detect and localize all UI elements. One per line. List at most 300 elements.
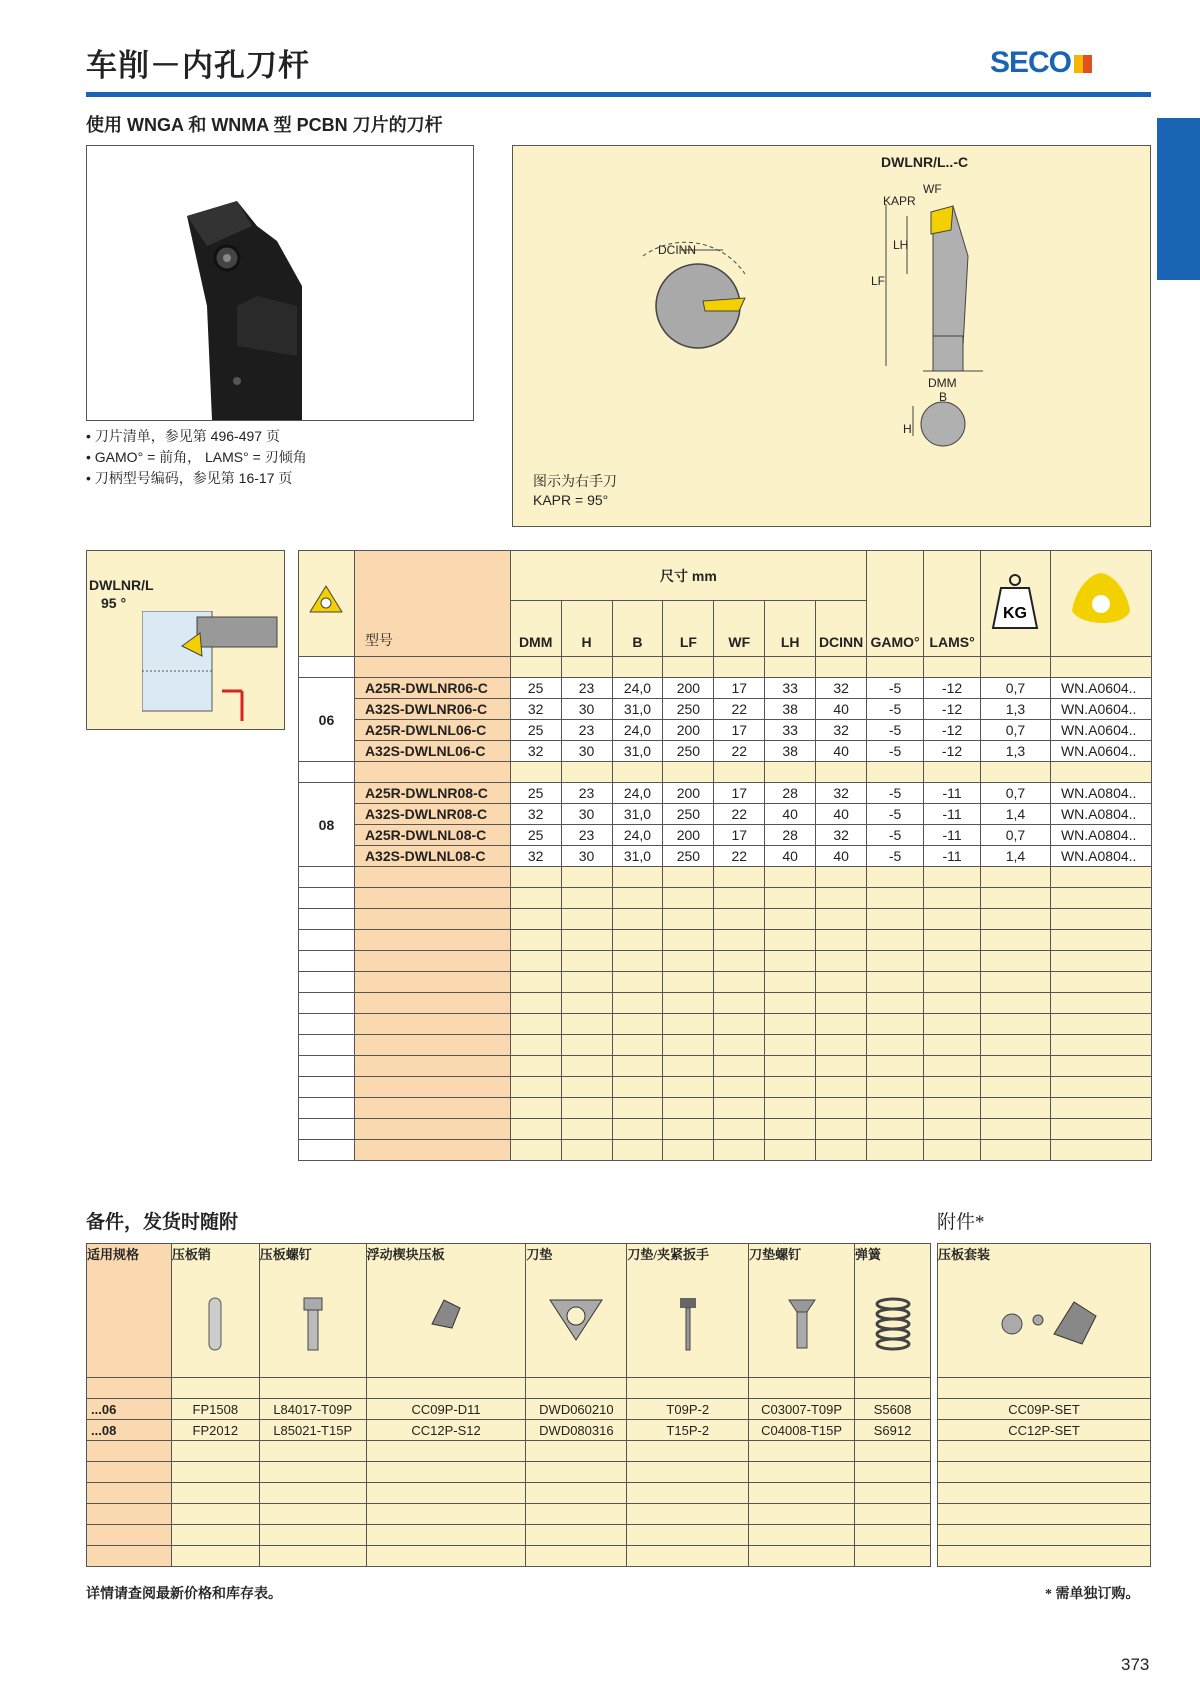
- value-cell: 25: [510, 783, 561, 804]
- diagram-caption: 图示为右手刀: [533, 475, 617, 490]
- value-cell: 40: [816, 741, 867, 762]
- value-cell: -5: [867, 825, 924, 846]
- empty-cell: [299, 867, 355, 888]
- value-cell: 28: [765, 783, 816, 804]
- empty-cell: [981, 1140, 1051, 1161]
- empty-cell: [765, 951, 816, 972]
- empty-cell: [816, 1119, 867, 1140]
- value-cell: 30: [561, 741, 612, 762]
- col-dmm: DMM: [510, 601, 561, 657]
- seco-logo: [990, 46, 1092, 80]
- empty-cell: [171, 1504, 259, 1525]
- empty-cell: [663, 1098, 714, 1119]
- value-cell: 30: [561, 804, 612, 825]
- empty-cell: [714, 1035, 765, 1056]
- empty-cell: [299, 1014, 355, 1035]
- value-cell: -12: [924, 720, 981, 741]
- empty-cell: [354, 951, 510, 972]
- col-gamo: GAMO°: [867, 551, 924, 657]
- spacer-row: [938, 1462, 1151, 1483]
- value-cell: 30: [561, 846, 612, 867]
- clamp-set-icon: [938, 1294, 1150, 1358]
- value-cell: -12: [924, 699, 981, 720]
- spacer-row: [299, 888, 1152, 909]
- part-cell: CC09P-SET: [938, 1399, 1151, 1420]
- empty-cell: [612, 1056, 663, 1077]
- empty-cell: [526, 1462, 627, 1483]
- empty-cell: [924, 1140, 981, 1161]
- value-cell: -5: [867, 720, 924, 741]
- empty-cell: [354, 1119, 510, 1140]
- col-lh: LH: [765, 601, 816, 657]
- empty-cell: [924, 1035, 981, 1056]
- value-cell: 40: [765, 804, 816, 825]
- empty-cell: [510, 867, 561, 888]
- empty-cell: [816, 1014, 867, 1035]
- empty-cell: [924, 867, 981, 888]
- empty-cell: [354, 993, 510, 1014]
- empty-cell: [663, 951, 714, 972]
- empty-cell: [259, 1462, 366, 1483]
- empty-cell: [867, 1098, 924, 1119]
- empty-cell: [561, 909, 612, 930]
- value-cell: 24,0: [612, 678, 663, 699]
- empty-cell: [510, 657, 561, 678]
- empty-cell: [867, 657, 924, 678]
- empty-cell: [366, 1504, 526, 1525]
- empty-cell: [561, 657, 612, 678]
- empty-cell: [299, 1035, 355, 1056]
- empty-cell: [259, 1441, 366, 1462]
- empty-cell: [510, 1056, 561, 1077]
- empty-cell: [981, 951, 1051, 972]
- empty-cell: [924, 972, 981, 993]
- spacer-row: [299, 972, 1152, 993]
- diagram-kapr: KAPR = 95°: [533, 492, 609, 508]
- table-row: [299, 846, 1152, 867]
- empty-cell: [354, 1035, 510, 1056]
- part-cell: CC12P-SET: [938, 1420, 1151, 1441]
- empty-cell: [855, 1441, 931, 1462]
- empty-cell: [765, 867, 816, 888]
- empty-cell: [981, 1056, 1051, 1077]
- empty-cell: [714, 1098, 765, 1119]
- empty-cell: [299, 1077, 355, 1098]
- footer-note: 详情请查阅最新价格和库存表。: [86, 1587, 282, 1602]
- empty-cell: [171, 1462, 259, 1483]
- empty-cell: [924, 762, 981, 783]
- empty-cell: [663, 762, 714, 783]
- empty-cell: [612, 951, 663, 972]
- empty-cell: [855, 1483, 931, 1504]
- empty-cell: [299, 1119, 355, 1140]
- model-cell: A32S-DWLNR08-C: [354, 804, 510, 825]
- value-cell: 24,0: [612, 783, 663, 804]
- empty-cell: [816, 951, 867, 972]
- empty-cell: [561, 1098, 612, 1119]
- value-cell: WN.A0804..: [1050, 783, 1151, 804]
- value-cell: 23: [561, 783, 612, 804]
- spacer-row: [299, 930, 1152, 951]
- spacer-row: [938, 1378, 1151, 1399]
- empty-cell: [749, 1525, 855, 1546]
- empty-cell: [855, 1504, 931, 1525]
- empty-cell: [816, 993, 867, 1014]
- empty-cell: [663, 972, 714, 993]
- value-cell: 33: [765, 720, 816, 741]
- spares-row: [938, 1420, 1151, 1441]
- value-cell: 0,7: [981, 720, 1051, 741]
- empty-cell: [299, 657, 355, 678]
- empty-cell: [171, 1441, 259, 1462]
- empty-cell: [299, 1140, 355, 1161]
- empty-cell: [816, 1140, 867, 1161]
- empty-cell: [354, 1098, 510, 1119]
- value-cell: -11: [924, 825, 981, 846]
- empty-cell: [714, 909, 765, 930]
- empty-cell: [1050, 993, 1151, 1014]
- empty-cell: [663, 930, 714, 951]
- empty-cell: [765, 888, 816, 909]
- spring-icon: [855, 1294, 930, 1358]
- empty-cell: [816, 1035, 867, 1056]
- empty-cell: [1050, 1140, 1151, 1161]
- empty-cell: [366, 1483, 526, 1504]
- spacer-row: [299, 1098, 1152, 1119]
- empty-cell: [510, 1077, 561, 1098]
- value-cell: 32: [816, 720, 867, 741]
- value-cell: 40: [816, 699, 867, 720]
- value-cell: 24,0: [612, 720, 663, 741]
- empty-cell: [366, 1546, 526, 1567]
- spacer-row: [938, 1525, 1151, 1546]
- value-cell: 200: [663, 678, 714, 699]
- empty-cell: [87, 1483, 172, 1504]
- spares-col-clamp: 浮动楔块压板: [366, 1244, 526, 1378]
- wrench-icon: [627, 1294, 748, 1358]
- empty-cell: [354, 867, 510, 888]
- spacer-row: [299, 1035, 1152, 1056]
- value-cell: 32: [510, 699, 561, 720]
- empty-cell: [1050, 1056, 1151, 1077]
- part-cell: C03007-T09P: [749, 1399, 855, 1420]
- value-cell: 38: [765, 699, 816, 720]
- empty-cell: [612, 1014, 663, 1035]
- empty-cell: [714, 762, 765, 783]
- value-cell: 31,0: [612, 699, 663, 720]
- empty-cell: [87, 1546, 172, 1567]
- label-h: H: [903, 422, 912, 436]
- value-cell: 32: [816, 783, 867, 804]
- empty-cell: [663, 1119, 714, 1140]
- clamp-pin-icon: [172, 1294, 259, 1358]
- empty-cell: [867, 762, 924, 783]
- empty-cell: [299, 1056, 355, 1077]
- diagram-title: DWLNR/L..-C: [881, 154, 969, 170]
- empty-cell: [510, 909, 561, 930]
- value-cell: 22: [714, 804, 765, 825]
- value-cell: 25: [510, 720, 561, 741]
- part-cell: S6912: [855, 1420, 931, 1441]
- empty-cell: [924, 1119, 981, 1140]
- empty-cell: [867, 1056, 924, 1077]
- value-cell: 31,0: [612, 846, 663, 867]
- part-cell: FP2012: [171, 1420, 259, 1441]
- label-b: B: [939, 390, 948, 404]
- value-cell: WN.A0604..: [1050, 741, 1151, 762]
- empty-cell: [510, 762, 561, 783]
- mini-title: DWLNR/L: [89, 577, 154, 593]
- empty-cell: [366, 1441, 526, 1462]
- part-cell: CC09P-D11: [366, 1399, 526, 1420]
- empty-cell: [938, 1378, 1151, 1399]
- value-cell: WN.A0804..: [1050, 846, 1151, 867]
- model-cell: A32S-DWLNL06-C: [354, 741, 510, 762]
- value-cell: WN.A0804..: [1050, 804, 1151, 825]
- empty-cell: [1050, 762, 1151, 783]
- empty-cell: [627, 1504, 749, 1525]
- empty-cell: [765, 930, 816, 951]
- empty-cell: [612, 1119, 663, 1140]
- orientation-schematic: [86, 550, 285, 730]
- weight-icon: [981, 551, 1051, 657]
- empty-cell: [171, 1378, 259, 1399]
- technical-diagram: [512, 145, 1151, 527]
- empty-cell: [299, 951, 355, 972]
- value-cell: WN.A0604..: [1050, 720, 1151, 741]
- empty-cell: [749, 1378, 855, 1399]
- empty-cell: [765, 909, 816, 930]
- value-cell: WN.A0604..: [1050, 678, 1151, 699]
- spacer-row: [87, 1504, 931, 1525]
- value-cell: 32: [510, 846, 561, 867]
- shim-screw-icon: [749, 1294, 854, 1358]
- spares-col-key: 刀垫/夹紧扳手: [627, 1244, 749, 1378]
- empty-cell: [749, 1441, 855, 1462]
- empty-cell: [366, 1378, 526, 1399]
- empty-cell: [924, 1056, 981, 1077]
- value-cell: 1,4: [981, 804, 1051, 825]
- value-cell: 250: [663, 741, 714, 762]
- empty-cell: [714, 1014, 765, 1035]
- value-cell: 22: [714, 741, 765, 762]
- empty-cell: [612, 1077, 663, 1098]
- empty-cell: [663, 1140, 714, 1161]
- empty-cell: [1050, 1035, 1151, 1056]
- value-cell: 32: [510, 741, 561, 762]
- empty-cell: [299, 762, 355, 783]
- empty-cell: [867, 1035, 924, 1056]
- empty-cell: [354, 909, 510, 930]
- spacer-row: [938, 1483, 1151, 1504]
- empty-cell: [663, 1035, 714, 1056]
- empty-cell: [561, 972, 612, 993]
- empty-cell: [816, 888, 867, 909]
- empty-cell: [1050, 1119, 1151, 1140]
- dimension-group-header: 尺寸 mm: [510, 551, 866, 601]
- empty-cell: [612, 867, 663, 888]
- model-cell: A25R-DWLNL08-C: [354, 825, 510, 846]
- weight-label: KG: [1003, 605, 1028, 622]
- size-cell: ...08: [87, 1420, 172, 1441]
- empty-cell: [526, 1504, 627, 1525]
- empty-cell: [663, 993, 714, 1014]
- empty-cell: [510, 993, 561, 1014]
- empty-cell: [981, 993, 1051, 1014]
- empty-cell: [1050, 888, 1151, 909]
- empty-cell: [816, 930, 867, 951]
- header-rule: [86, 92, 1151, 97]
- empty-cell: [612, 888, 663, 909]
- value-cell: 25: [510, 825, 561, 846]
- empty-cell: [561, 1140, 612, 1161]
- empty-cell: [765, 1056, 816, 1077]
- empty-cell: [938, 1483, 1151, 1504]
- value-cell: 31,0: [612, 741, 663, 762]
- logo-mark-icon: [1074, 55, 1092, 73]
- empty-cell: [765, 1035, 816, 1056]
- value-cell: 250: [663, 804, 714, 825]
- empty-cell: [354, 930, 510, 951]
- empty-cell: [171, 1546, 259, 1567]
- empty-cell: [87, 1525, 172, 1546]
- empty-cell: [354, 1014, 510, 1035]
- value-cell: 28: [765, 825, 816, 846]
- empty-cell: [561, 951, 612, 972]
- spares-col-spring: 弹簧: [855, 1244, 931, 1378]
- empty-cell: [855, 1546, 931, 1567]
- empty-cell: [366, 1462, 526, 1483]
- part-cell: L85021-T15P: [259, 1420, 366, 1441]
- spacer-row: [87, 1525, 931, 1546]
- table-row: [299, 783, 1152, 804]
- spacer-row: [299, 1119, 1152, 1140]
- empty-cell: [765, 1098, 816, 1119]
- label-kapr: KAPR: [883, 194, 916, 208]
- part-cell: T15P-2: [627, 1420, 749, 1441]
- spacer-row: [87, 1483, 931, 1504]
- spacer-row: [299, 909, 1152, 930]
- spares-row: [87, 1420, 931, 1441]
- empty-cell: [867, 1014, 924, 1035]
- table-row: [299, 699, 1152, 720]
- value-cell: 31,0: [612, 804, 663, 825]
- model-cell: A25R-DWLNL06-C: [354, 720, 510, 741]
- empty-cell: [855, 1462, 931, 1483]
- value-cell: -5: [867, 783, 924, 804]
- empty-cell: [627, 1462, 749, 1483]
- empty-cell: [714, 657, 765, 678]
- spacer-row: [299, 762, 1152, 783]
- empty-cell: [714, 1140, 765, 1161]
- spares-row: [938, 1399, 1151, 1420]
- value-cell: WN.A0804..: [1050, 825, 1151, 846]
- empty-cell: [510, 888, 561, 909]
- empty-cell: [299, 993, 355, 1014]
- empty-cell: [714, 1056, 765, 1077]
- empty-cell: [867, 888, 924, 909]
- empty-cell: [924, 1014, 981, 1035]
- value-cell: 24,0: [612, 825, 663, 846]
- model-cell: A25R-DWLNR08-C: [354, 783, 510, 804]
- empty-cell: [612, 1035, 663, 1056]
- empty-cell: [867, 972, 924, 993]
- empty-cell: [510, 1035, 561, 1056]
- empty-cell: [1050, 1098, 1151, 1119]
- accessories-table: [937, 1243, 1151, 1567]
- part-cell: T09P-2: [627, 1399, 749, 1420]
- empty-cell: [612, 762, 663, 783]
- empty-cell: [924, 657, 981, 678]
- empty-cell: [938, 1525, 1151, 1546]
- empty-cell: [663, 867, 714, 888]
- empty-cell: [867, 1119, 924, 1140]
- value-cell: 1,3: [981, 741, 1051, 762]
- spacer-row: [299, 867, 1152, 888]
- spacer-row: [299, 1140, 1152, 1161]
- value-cell: -5: [867, 846, 924, 867]
- empty-cell: [526, 1525, 627, 1546]
- empty-cell: [981, 1035, 1051, 1056]
- empty-cell: [299, 972, 355, 993]
- value-cell: -12: [924, 741, 981, 762]
- value-cell: 32: [510, 804, 561, 825]
- empty-cell: [1050, 867, 1151, 888]
- empty-cell: [981, 762, 1051, 783]
- spares-row: [87, 1399, 931, 1420]
- empty-cell: [765, 1119, 816, 1140]
- part-cell: CC12P-S12: [366, 1420, 526, 1441]
- empty-cell: [561, 1035, 612, 1056]
- value-cell: 17: [714, 678, 765, 699]
- empty-cell: [627, 1441, 749, 1462]
- size-cell: 06: [299, 678, 355, 762]
- empty-cell: [354, 1077, 510, 1098]
- part-cell: DWD080316: [526, 1420, 627, 1441]
- spares-col-screw: 压板螺钉: [259, 1244, 366, 1378]
- empty-cell: [526, 1378, 627, 1399]
- empty-cell: [1050, 972, 1151, 993]
- empty-cell: [561, 867, 612, 888]
- empty-cell: [981, 888, 1051, 909]
- empty-cell: [87, 1441, 172, 1462]
- empty-cell: [1050, 951, 1151, 972]
- empty-cell: [765, 657, 816, 678]
- value-cell: -12: [924, 678, 981, 699]
- holders-table: [298, 550, 1152, 1172]
- empty-cell: [354, 657, 510, 678]
- empty-cell: [354, 762, 510, 783]
- empty-cell: [663, 1077, 714, 1098]
- value-cell: -5: [867, 699, 924, 720]
- empty-cell: [259, 1483, 366, 1504]
- footer-asterisk-note: * 需单独订购。: [1045, 1587, 1140, 1602]
- empty-cell: [354, 972, 510, 993]
- empty-cell: [924, 1077, 981, 1098]
- insert-icon: [1050, 551, 1151, 657]
- value-cell: 32: [816, 825, 867, 846]
- col-lams: LAMS°: [924, 551, 981, 657]
- empty-cell: [816, 1098, 867, 1119]
- empty-cell: [1050, 657, 1151, 678]
- empty-cell: [981, 1119, 1051, 1140]
- product-photo: [86, 145, 474, 421]
- empty-cell: [561, 930, 612, 951]
- acc-col-clamp-set: 压板套装: [938, 1244, 1151, 1378]
- empty-cell: [354, 888, 510, 909]
- empty-cell: [259, 1546, 366, 1567]
- subtitle: 使用 WNGA 和 WNMA 型 PCBN 刀片的刀杆: [86, 115, 443, 135]
